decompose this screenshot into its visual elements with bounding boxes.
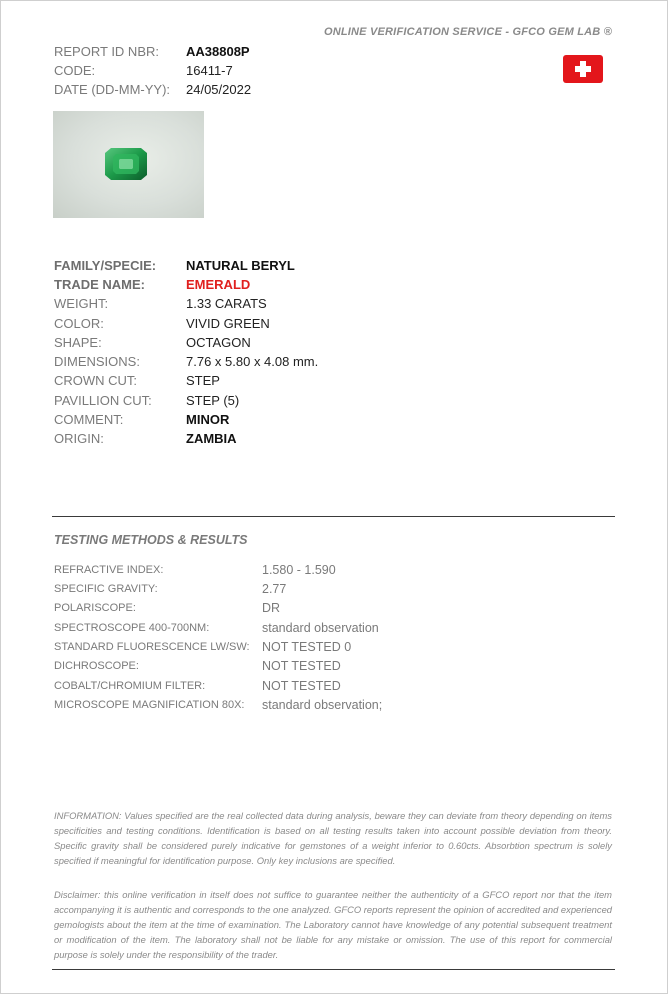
fluorescence-label: STANDARD FLUORESCENCE LW/SW: bbox=[54, 641, 250, 653]
shape-value: OCTAGON bbox=[186, 335, 251, 350]
trade-name-value: EMERALD bbox=[186, 277, 251, 292]
microscope-value: standard observation; bbox=[262, 698, 383, 712]
dichroscope-value: NOT TESTED bbox=[262, 659, 341, 673]
pavillion-cut-value: STEP (5) bbox=[186, 393, 240, 408]
service-title: ONLINE VERIFICATION SERVICE - GFCO GEM LAB ® bbox=[323, 26, 612, 38]
dichroscope-label: DICHROSCOPE: bbox=[54, 660, 139, 672]
cobalt-filter-value: NOT TESTED bbox=[262, 679, 341, 693]
crown-cut-value: STEP bbox=[186, 373, 220, 388]
comment-value: MINOR bbox=[186, 412, 230, 427]
specific-gravity-label: SPECIFIC GRAVITY: bbox=[54, 583, 158, 595]
origin-label: ORIGIN: bbox=[54, 431, 104, 446]
divider-top bbox=[52, 516, 615, 517]
divider-bottom bbox=[52, 969, 615, 970]
dimensions-value: 7.76 x 5.80 x 4.08 mm. bbox=[186, 354, 319, 369]
pavillion-cut-label: PAVILLION CUT: bbox=[54, 393, 152, 408]
refractive-index-value: 1.580 - 1.590 bbox=[262, 563, 336, 577]
testing-section-title: TESTING METHODS & RESULTS bbox=[54, 533, 248, 547]
report-id-label: REPORT ID NBR: bbox=[54, 44, 159, 59]
disclaimer-paragraph: Disclaimer: this online verification in itself does not suffice to guarantee neither the authenticity of a GFCO report nor that the item accompanying it is authentic and corresponds to the one analyzed. GFCO reports represent the opinion of accredited and experienced gemologists about the item at the time of examination. The Laboratory cannot have knowledge of any potential subsequent treatment or modification of the item. The laboratory shall not be liable for any mistake or omission. The use of this report for commercial purpose is solely under the responsibility of the trader. bbox=[54, 889, 612, 960]
specific-gravity-value: 2.77 bbox=[262, 582, 287, 596]
polariscope-label: POLARISCOPE: bbox=[54, 602, 136, 614]
microscope-label: MICROSCOPE MAGNIFICATION 80X: bbox=[54, 699, 245, 711]
comment-label: COMMENT: bbox=[54, 412, 124, 427]
code-value: 16411-7 bbox=[186, 63, 233, 78]
refractive-index-label: REFRACTIVE INDEX: bbox=[54, 564, 164, 576]
family-label: FAMILY/SPECIE: bbox=[54, 258, 157, 273]
date-value: 24/05/2022 bbox=[186, 82, 252, 97]
fluorescence-value: NOT TESTED 0 bbox=[262, 640, 352, 654]
information-paragraph: INFORMATION: Values specified are the real collected data during analysis, beware they can deviate from theory depending on items specificities and testing conditions. Identification is based on all testing results taken into account possible deviation from theory. Specific gravity shall be considered purely indicative for gemstones of a weight inferior to 0.60cts. Absorbtion spectrum is solely specified if meaningful for identification purpose. Only key inclusions are specified. bbox=[54, 810, 612, 866]
gem-photo bbox=[53, 111, 204, 218]
swiss-flag-icon bbox=[563, 55, 603, 83]
emerald-gem-icon bbox=[105, 148, 147, 180]
cobalt-filter-label: COBALT/CHROMIUM FILTER: bbox=[54, 680, 206, 692]
date-label: DATE (DD-MM-YY): bbox=[54, 82, 171, 97]
origin-value: ZAMBIA bbox=[186, 431, 237, 446]
polariscope-value: DR bbox=[262, 601, 281, 615]
color-value: VIVID GREEN bbox=[186, 316, 270, 331]
color-label: COLOR: bbox=[54, 316, 104, 331]
weight-label: WEIGHT: bbox=[54, 296, 109, 311]
spectroscope-value: standard observation bbox=[262, 621, 379, 635]
crown-cut-label: CROWN CUT: bbox=[54, 373, 138, 388]
report-id-value: AA38808P bbox=[186, 44, 250, 59]
weight-value: 1.33 CARATS bbox=[186, 296, 267, 311]
dimensions-label: DIMENSIONS: bbox=[54, 354, 140, 369]
spectroscope-label: SPECTROSCOPE 400-700NM: bbox=[54, 622, 210, 634]
family-value: NATURAL BERYL bbox=[186, 258, 295, 273]
trade-name-label: TRADE NAME: bbox=[54, 277, 145, 292]
code-label: CODE: bbox=[54, 63, 96, 78]
shape-label: SHAPE: bbox=[54, 335, 102, 350]
